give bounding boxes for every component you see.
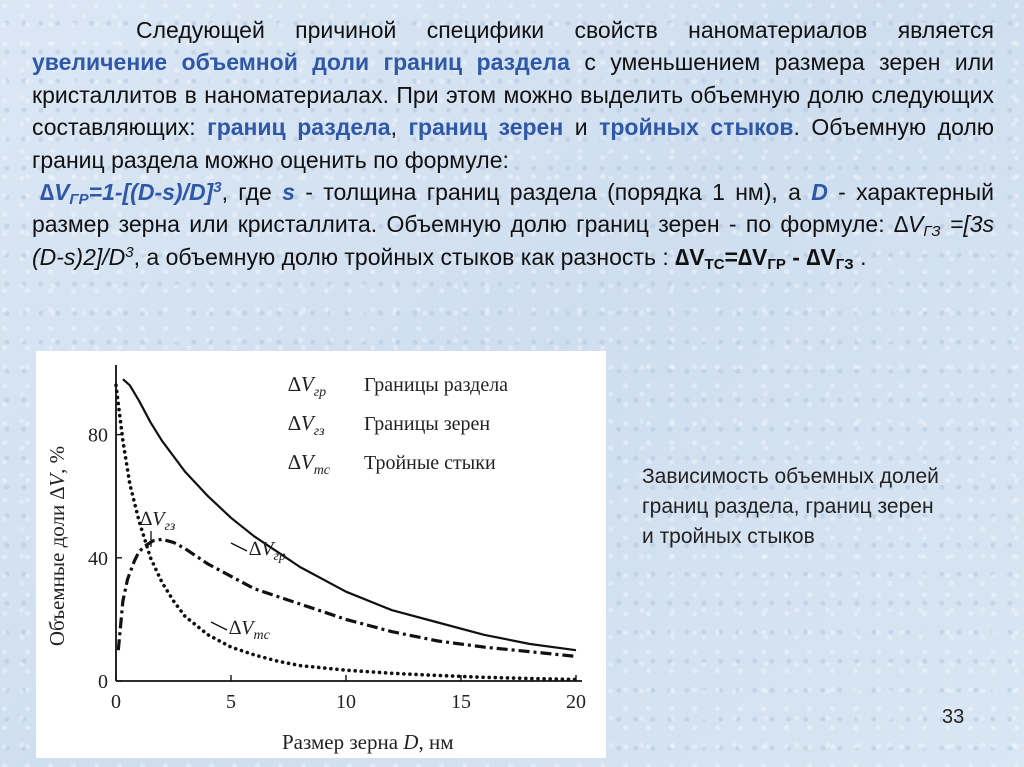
figure-caption: Зависимость объемных долей границ раздела, границ зерен и тройных стыков (642, 465, 939, 548)
legend-label: Границы зерен (364, 413, 491, 435)
intro-text-cont: с уменьшением размера зерен или кристаллитов в наноматериалах. При этом можно выделить объемную долю следующих составляющих: (32, 49, 994, 141)
annotation-solid: $\Delta V_{гр}$ (249, 538, 286, 564)
main-text (32, 14, 994, 273)
x-tick-label: 15 (451, 691, 471, 713)
formula-vgr-delta: ∆V (40, 179, 70, 206)
intro-text: Следующей причиной специфики свойств наноматериалов является (136, 17, 994, 43)
series-line-solid (123, 379, 576, 650)
formula-vts-sub: ГР (767, 255, 786, 273)
series-line-dotted (116, 385, 576, 679)
paragraph-intro (32, 14, 994, 176)
chart-annotations (140, 508, 286, 643)
formula-vgz-exp: 3 (125, 243, 134, 261)
legend-symbol: $\Delta V_{тс}$ (288, 450, 331, 478)
annotation-dotted: $\Delta V_{тс}$ (229, 617, 270, 643)
x-tick-label: 20 (566, 691, 586, 713)
y-tick-label: 0 (98, 671, 108, 693)
highlight-interfaces: границ раздела (207, 114, 391, 141)
formula-vts-sub: ГЗ (835, 255, 854, 273)
intro-text-end: . Объемную долю границ раздела можно оценить по формуле: (32, 114, 995, 173)
formula-vgr-sub: ГР (69, 191, 89, 209)
formula-vts-part: =∆V (724, 243, 768, 270)
legend-symbol: $\Delta V_{гз}$ (288, 411, 325, 439)
formula-vgz-sub: ГЗ (923, 223, 941, 241)
y-tick-label: 40 (88, 547, 108, 570)
formula-vgz-expr: =[3s (D-s)2]/D (32, 211, 994, 270)
formula-text: - характерный размер зерна или кристаллита. Объемную долю границ зерен - по формуле: (32, 179, 994, 238)
y-tick-label: 80 (88, 424, 108, 447)
symbol-d: D (811, 179, 828, 206)
slide-number: 33 (942, 706, 965, 728)
formula-vts-part: ∆V (675, 243, 705, 270)
volume-fraction-chart (36, 351, 606, 758)
formula-vgr-expr: =1-[(D-s)/D] (88, 179, 214, 206)
formula-text: , а объемную долю тройных стыков как разность : (133, 243, 676, 270)
highlight-volume-fraction: увеличение объемной доли границ раздела (32, 49, 570, 76)
highlight-grain-boundaries: границ зерен (408, 114, 564, 141)
legend-symbol: $\Delta V_{гр}$ (288, 372, 327, 400)
formula-vgz-delta: ∆V (893, 211, 924, 238)
formula-vts-sub: ТС (704, 255, 725, 273)
chart-series (116, 379, 576, 679)
conjunction: и (563, 114, 600, 141)
formula-vgr-exp: 3 (213, 179, 222, 197)
x-tick-label: 5 (226, 691, 236, 713)
comma: , (390, 114, 409, 141)
highlight-triple-junctions: тройных стыков (599, 114, 794, 141)
formula-vts (675, 243, 854, 273)
annotation-leader-dotted (211, 622, 227, 630)
chart-axes (88, 365, 586, 713)
symbol-s: s (282, 179, 295, 206)
chart-x-axis-label: Размер зерна D, нм (282, 730, 454, 754)
x-tick-label: 0 (111, 691, 121, 713)
x-tick-label: 10 (336, 691, 356, 713)
formula-text: - толщина границ раздела (порядка 1 нм), а (294, 179, 812, 206)
formula-vgr (40, 179, 222, 209)
chart-panel (36, 351, 606, 758)
annotation-dashdot: $\Delta V_{гз}$ (140, 508, 176, 534)
paragraph-formulas (32, 176, 994, 273)
formula-vts-part: - ∆V (785, 243, 836, 270)
chart-y-axis-label: Объемные доли ∆V, % (45, 445, 69, 647)
legend-label: Тройные стыки (364, 452, 496, 474)
legend-label: Границы раздела (364, 374, 509, 396)
formula-end: . (853, 243, 867, 270)
annotation-leader-solid (231, 543, 247, 551)
chart-legend (288, 372, 508, 478)
formula-text: , где (221, 179, 283, 206)
